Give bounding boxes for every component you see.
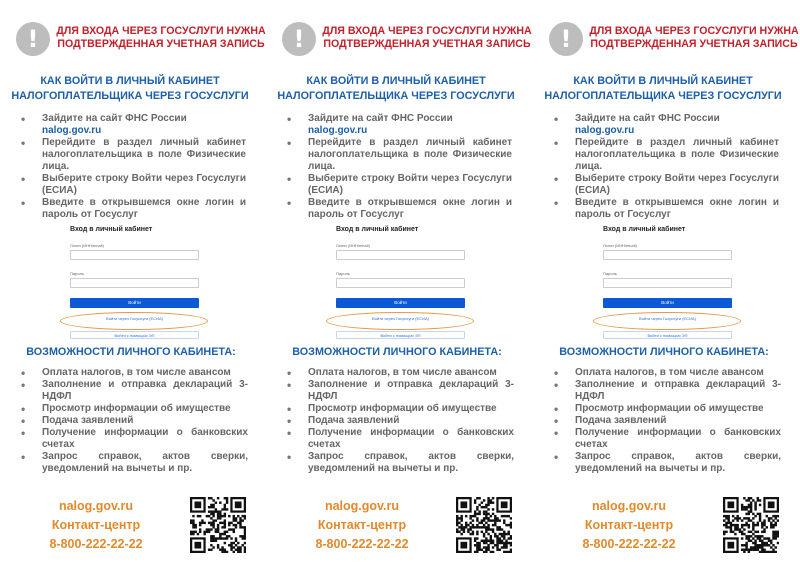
warning-banner (282, 20, 532, 60)
ep-login-link[interactable]: Войти с помощью ЭП (70, 331, 199, 339)
feature-item: • Просмотр информации об имуществе (16, 403, 248, 415)
qr-code-icon (723, 497, 779, 553)
footer-phone: 8-800-222-22-22 (315, 537, 409, 551)
footer-phone: 8-800-222-22-22 (582, 537, 676, 551)
exclamation-icon: ! (549, 22, 583, 56)
footer-contact: Контакт-центр (317, 518, 407, 532)
feature-item: • Получение информации о банковских счетах (549, 427, 781, 451)
login-mockup (601, 226, 741, 342)
features-title: ВОЗМОЖНОСТИ ЛИЧНОГО КАБИНЕТА: (26, 346, 236, 358)
step-item: • Перейдите в раздел личный кабинет налогоплательщика в поле Физические лица. (16, 137, 246, 173)
step-item: • Выберите строку Войти через Госуслуги (ЕСИА) (282, 173, 512, 197)
steps-list (16, 113, 246, 221)
howto-title: КАК ВОЙТИ В ЛИЧНЫЙ КАБИНЕТ НАЛОГОПЛАТЕЛЬЩИКА ЧЕРЕЗ ГОСУСЛУГИ (277, 75, 515, 102)
howto-title: КАК ВОЙТИ В ЛИЧНЫЙ КАБИНЕТ НАЛОГОПЛАТЕЛЬЩИКА ЧЕРЕЗ ГОСУСЛУГИ (11, 75, 249, 102)
features-title: ВОЗМОЖНОСТИ ЛИЧНОГО КАБИНЕТА: (559, 346, 769, 358)
gosuslugi-login-link[interactable]: Войти через Госуслуги (ЕСИА) (639, 316, 696, 321)
features-title: ВОЗМОЖНОСТИ ЛИЧНОГО КАБИНЕТА: (292, 346, 502, 358)
password-label: Пароль (70, 271, 84, 276)
flyer (0, 0, 266, 566)
step-text: Зайдите на сайт ФНС России (575, 113, 720, 124)
step-item (282, 113, 512, 137)
howto-title: КАК ВОЙТИ В ЛИЧНЫЙ КАБИНЕТ НАЛОГОПЛАТЕЛЬЩИКА ЧЕРЕЗ ГОСУСЛУГИ (544, 75, 782, 102)
step-item: • Перейдите в раздел личный кабинет налогоплательщика в поле Физические лица. (282, 137, 512, 173)
feature-item: • Запрос справок, актов сверки, уведомлений на вычеты и пр. (282, 451, 514, 475)
password-label: Пароль (336, 271, 350, 276)
steps-list (282, 113, 512, 221)
feature-item: • Получение информации о банковских счетах (282, 427, 514, 451)
mockup-title: Вход в личный кабинет (70, 226, 153, 233)
warning-banner (549, 20, 799, 60)
password-input[interactable] (70, 278, 199, 288)
exclamation-icon: ! (16, 22, 50, 56)
warning-text: ДЛЯ ВХОДА ЧЕРЕЗ ГОСУСЛУГИ НУЖНА ПОДТВЕРЖДЕННАЯ УЧЕТНАЯ ЗАПИСЬ (322, 25, 532, 50)
feature-item: • Подача заявлений (16, 415, 248, 427)
steps-list (549, 113, 779, 221)
nalog-link[interactable]: nalog.gov.ru (575, 125, 635, 136)
warning-banner (16, 20, 266, 60)
feature-item: • Оплата налогов, в том числе авансом (282, 367, 514, 379)
footer-site[interactable]: nalog.gov.ru (324, 499, 400, 513)
login-mockup (68, 226, 208, 342)
step-text: Зайдите на сайт ФНС России (42, 113, 187, 124)
step-text: Зайдите на сайт ФНС России (308, 113, 453, 124)
footer-contact: Контакт-центр (51, 518, 141, 532)
feature-item: • Подача заявлений (282, 415, 514, 427)
nalog-link[interactable]: nalog.gov.ru (308, 125, 368, 136)
qr-code-icon (190, 497, 246, 553)
feature-item: • Оплата налогов, в том числе авансом (16, 367, 248, 379)
login-input[interactable] (70, 250, 199, 260)
exclamation-icon: ! (282, 22, 316, 56)
mockup-title: Вход в личный кабинет (336, 226, 419, 233)
step-item: • Выберите строку Войти через Госуслуги (ЕСИА) (16, 173, 246, 197)
qr-code-icon (456, 497, 512, 553)
login-button[interactable]: Войти (603, 298, 732, 308)
flyer (533, 0, 799, 566)
ep-login-link[interactable]: Войти с помощью ЭП (336, 331, 465, 339)
password-input[interactable] (603, 278, 732, 288)
login-label: Логин (ИНН/email) (336, 243, 370, 248)
login-input[interactable] (603, 250, 732, 260)
feature-item: • Подача заявлений (549, 415, 781, 427)
login-button[interactable]: Войти (336, 298, 465, 308)
feature-item: • Оплата налогов, в том числе авансом (549, 367, 781, 379)
features-list (549, 367, 781, 475)
nalog-link[interactable]: nalog.gov.ru (42, 125, 102, 136)
password-input[interactable] (336, 278, 465, 288)
step-item: • Введите в открывшемся окне логин и пароль от Госуслуг (16, 197, 246, 221)
feature-item: • Заполнение и отправка деклараций 3-НДФЛ (549, 379, 781, 403)
feature-item: • Заполнение и отправка деклараций 3-НДФЛ (16, 379, 248, 403)
gosuslugi-login-link[interactable]: Войти через Госуслуги (ЕСИА) (106, 316, 163, 321)
login-button[interactable]: Войти (70, 298, 199, 308)
ep-login-link[interactable]: Войти с помощью ЭП (603, 331, 732, 339)
login-mockup (334, 226, 474, 342)
step-item: • Перейдите в раздел личный кабинет налогоплательщика в поле Физические лица. (549, 137, 779, 173)
feature-item: • Запрос справок, актов сверки, уведомлений на вычеты и пр. (16, 451, 248, 475)
login-input[interactable] (336, 250, 465, 260)
feature-item: • Получение информации о банковских счетах (16, 427, 248, 451)
footer-phone: 8-800-222-22-22 (49, 537, 143, 551)
password-label: Пароль (603, 271, 617, 276)
login-label: Логин (ИНН/email) (603, 243, 637, 248)
step-item (16, 113, 246, 137)
step-item: • Выберите строку Войти через Госуслуги (ЕСИА) (549, 173, 779, 197)
feature-item: • Запрос справок, актов сверки, уведомлений на вычеты и пр. (549, 451, 781, 475)
footer-contact: Контакт-центр (584, 518, 674, 532)
step-item (549, 113, 779, 137)
mockup-title: Вход в личный кабинет (603, 226, 686, 233)
features-list (16, 367, 248, 475)
feature-item: • Заполнение и отправка деклараций 3-НДФЛ (282, 379, 514, 403)
footer-site[interactable]: nalog.gov.ru (591, 499, 667, 513)
footer-site[interactable]: nalog.gov.ru (58, 499, 134, 513)
highlight-ring (593, 312, 741, 330)
warning-text: ДЛЯ ВХОДА ЧЕРЕЗ ГОСУСЛУГИ НУЖНА ПОДТВЕРЖДЕННАЯ УЧЕТНАЯ ЗАПИСЬ (56, 25, 266, 50)
highlight-ring (326, 312, 474, 330)
warning-text: ДЛЯ ВХОДА ЧЕРЕЗ ГОСУСЛУГИ НУЖНА ПОДТВЕРЖДЕННАЯ УЧЕТНАЯ ЗАПИСЬ (589, 25, 799, 50)
feature-item: • Просмотр информации об имуществе (282, 403, 514, 415)
login-label: Логин (ИНН/email) (70, 243, 104, 248)
gosuslugi-login-link[interactable]: Войти через Госуслуги (ЕСИА) (372, 316, 429, 321)
feature-item: • Просмотр информации об имуществе (549, 403, 781, 415)
features-list (282, 367, 514, 475)
flyer (266, 0, 532, 566)
step-item: • Введите в открывшемся окне логин и пароль от Госуслуг (549, 197, 779, 221)
highlight-ring (60, 312, 208, 330)
step-item: • Введите в открывшемся окне логин и пароль от Госуслуг (282, 197, 512, 221)
